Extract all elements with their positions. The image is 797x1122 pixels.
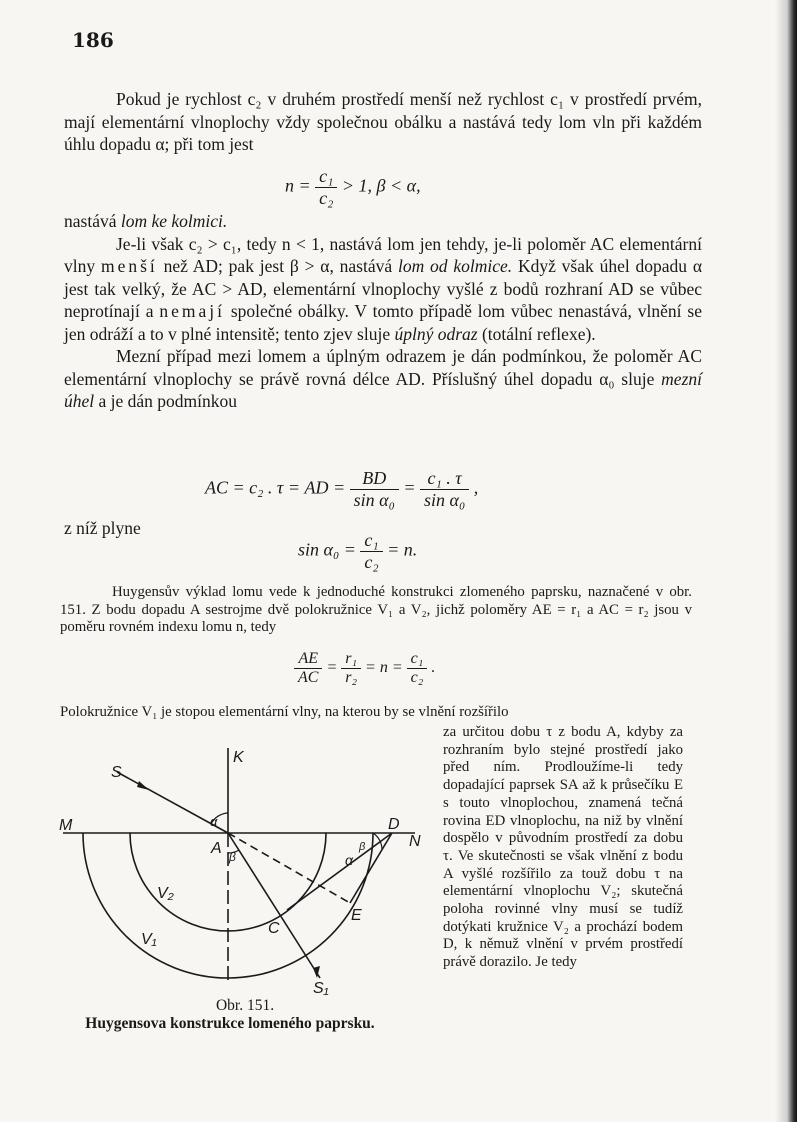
equation-1: n = $\frac{\text{c₁}}{\text{c₂}}$ > 1, β < α, (285, 166, 421, 208)
paragraph-2: nastává lom ke kolmici. Je-li však c₂ > c₁, tedy n < 1, nastává lom jen tehdy, je-li poloměr AC elementární vlny menší než AD; pak jest β > α, nastává lom od kolmice. Když však úhel dopadu α jest tak velký, že AC > AD, elementární vlnoplochy vyšlé z bodů rozhraní AD se vůbec neprotínají a nemají společné obálky. V tomto případě lom vůbec nenastává, vlnění se jen odráží a to v plné intensitě; tento zjev sluje úplný odraz (totální reflexe). Mezní případ mezi lomem a úplným odrazem je dán podmínkou, že poloměr AC elementární vlnoplochy se právě rovná délce AD. Příslušný úhel dopadu α₀ sluje mezní úhel a je dán podmínkou (64, 211, 703, 411)
equation-4: $\frac{AE}{AC}$ = $\frac{\text{r₁}}{\text{r₂}}$ = n = $\frac{\text{c₁}}{\text{c₂}}$ . (294, 650, 435, 687)
paragraph-3: Je-li však c₂ > c₁, tedy n < 1, nastává lom jen tehdy, je-li poloměr AC elementární vlny menší než AD; pak jest β > α, nastává lom od kolmice. Když však úhel dopadu α jest tak velký, že AC > AD, elementární vlnoplochy vyšlé z bodů rozhraní AD se vůbec neprotínají a nemají společné obálky. V tomto případě lom vůbec nenastává, vlnění se jen odráží a to v plné intensitě; tento zjev sluje úplný odraz (totální reflexe). (64, 233, 703, 344)
label-alpha-d: α (345, 852, 353, 868)
equation-2: AC = c₂ . τ = AD = $\frac{BD}{\text{sin α₀}}$ = $\frac{\text{c₁ . τ}}{\text{sin α₀}}$ , (205, 468, 479, 510)
label-c: C (268, 920, 280, 937)
page-edge (775, 0, 797, 1122)
label-n: N (409, 833, 421, 850)
label-k: K (233, 749, 244, 766)
arrow-s (137, 781, 149, 790)
label-d: D (388, 816, 400, 833)
label-v2: V₂ (157, 885, 174, 902)
label-beta-d: β (359, 841, 366, 853)
paragraph-6-column: za určitou dobu τ z bodu A, kdyby za rozhraním bylo stejné prostředí jako před ním. Prodloužíme-li tedy dopadající paprsek SA až k průsečíku E s touto vlnoplochou, znamená tečná rovina ED vlnoplochu, na niž by vlnění dospělo v původním prostředí za dobu τ. Ve skutečnosti se však vlnění z bodu A vyšlé rozšířilo za touž dobu τ na elementární vlnoplochu V₂; skutečná poloha rovinné vlny musí se tudíž dotýkati kružnice V₂ a prochází bodem D, k němuž vlnění v prvém prostředí právě dorazilo. Je tedy (443, 724, 683, 971)
label-m: M (59, 817, 73, 834)
figure-151 (55, 740, 440, 1000)
tangent-dc (287, 833, 392, 910)
label-alpha-top: α (210, 814, 218, 829)
equation-3: sin α₀ = $\frac{\text{c₁}}{\text{c₂}}$ = n. (298, 530, 418, 572)
z-niz-plyne: z níž plyne (64, 518, 141, 538)
label-s: S (111, 764, 122, 781)
label-v1: V₁ (141, 931, 157, 948)
extension-ray-ae (228, 833, 350, 903)
page-number: 186 (72, 28, 114, 52)
label-beta: β (229, 850, 236, 864)
label-e: E (351, 907, 362, 924)
paragraph-5: Huygensův výklad lomu vede k jednoduché konstrukci zlomeného paprsku, naznačené v obr. 151. Z bodu dopadu A sestrojme dvě polokružnice V₁ a V₂, jichž poloměry AE = r₁ a AC = r₂ jsou v poměru rovném indexu lomu n, tedy (60, 584, 692, 635)
label-a: A (211, 840, 222, 857)
label-s1: S₁ (313, 980, 329, 997)
refracted-ray-as1 (228, 833, 320, 978)
figure-caption-number: Obr. 151. (215, 997, 275, 1014)
tangent-de (350, 833, 392, 903)
paragraph-1: Pokud je rychlost c₂ v druhém prostředí menší než rychlost c₁ v prostředí prvém, mají elementární vlnoplochy vždy společnou obálku a nastává tedy lom vln při každém úhlu dopadu α; při tom jest (64, 89, 702, 154)
paragraph-4: Mezní případ mezi lomem a úplným odrazem je dán podmínkou, že poloměr AC elementární vlnoplochy se právě rovná délce AD. Příslušný úhel dopadu α₀ sluje mezní úhel a je dán podmínkou (64, 346, 702, 411)
paragraph-6-line: Polokružnice V₁ je stopou elementární vlny, na kterou by se vlnění rozšířilo (60, 704, 509, 720)
angle-arc-d (373, 833, 382, 850)
figure-caption-text: Huygensova konstrukce lomeného paprsku. (85, 1015, 375, 1032)
